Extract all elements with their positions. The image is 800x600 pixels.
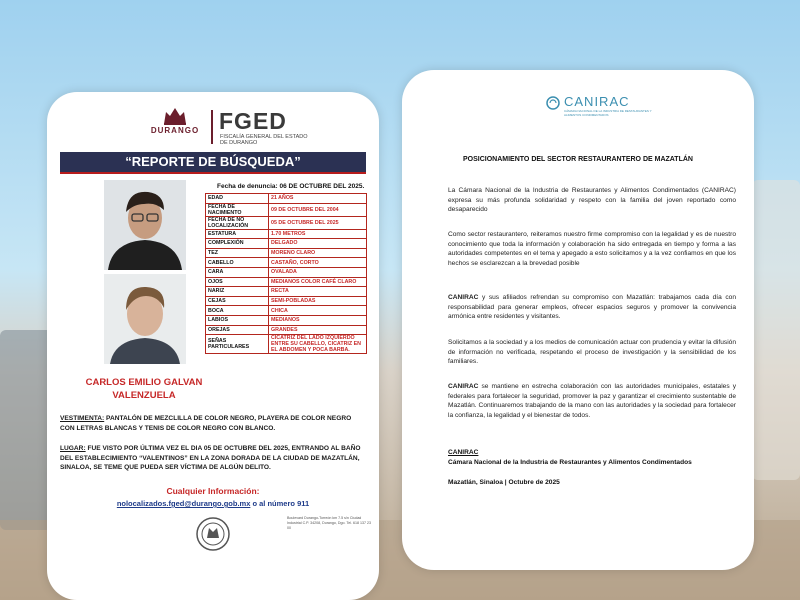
statement-paragraph-3-text: y sus afiliados refrendan su compromiso con Mazatlán: trabajamos cada día con responsabilidad para generar empleos, ofrecer espacios seguros y promover la convivencia armónica entre residentes y visitantes. — [448, 294, 736, 321]
location-description — [60, 444, 366, 473]
signature-org: CANIRAC — [448, 449, 479, 456]
missing-person-poster — [47, 92, 379, 600]
detail-key: CABELLO — [206, 258, 269, 268]
detail-key: TEZ — [206, 248, 269, 258]
detail-row — [206, 335, 367, 354]
detail-value: 05 DE OCTUBRE DEL 2025 — [269, 216, 367, 229]
detail-row — [206, 248, 367, 258]
canirac-emblem-icon — [546, 96, 560, 110]
contact-title: Cualquier Información: — [166, 486, 260, 496]
detail-value: OVALADA — [269, 267, 367, 277]
detail-value: CHICA — [269, 306, 367, 316]
detail-value: SEMI-POBLADAS — [269, 296, 367, 306]
detail-row — [206, 239, 367, 249]
clothing-description — [60, 414, 366, 433]
detail-key: ESTATURA — [206, 229, 269, 239]
detail-key: OJOS — [206, 277, 269, 287]
detail-value: MORENO CLARO — [269, 248, 367, 258]
detail-key: FECHA DE NACIMIENTO — [206, 203, 269, 216]
detail-row — [206, 287, 367, 297]
durango-logo — [145, 106, 205, 135]
statement-paragraph-5 — [448, 382, 736, 420]
detail-value: GRANDES — [269, 325, 367, 335]
person-portrait-icon — [104, 274, 186, 364]
location-label: LUGAR: — [60, 445, 86, 452]
detail-value: CICATRIZ DEL LADO IZQUIERDO ENTRE SU CABELLO, CICATRIZ EN EL ABDOMEN Y POCA BARBA. — [269, 335, 367, 354]
detail-row — [206, 258, 367, 268]
statement-paragraph-1: La Cámara Nacional de la Industria de Restaurantes y Alimentos Condimentados (CANIRAC) expresa su más profunda solidaridad y respeto con la familia del joven reportado como desaparecido — [448, 187, 736, 214]
detail-row — [206, 203, 367, 216]
statement-title: POSICIONAMIENTO DEL SECTOR RESTAURANTERO DE MAZATLÁN — [463, 156, 693, 163]
person-details-table — [205, 193, 367, 354]
person-name-line-2: VALENZUELA — [112, 390, 176, 401]
statement-paragraph-5-text: se mantiene en estrecha colaboración con las autoridades municipales, estatales y federales para fortalecer la seguridad, promover la paz y garantizar el crecimiento sustentable de Mazatlán. Continuaremos trabajando de la mano con las autoridades y la sociedad para fortalecer la confianza, la legalidad y el bienestar de todos. — [448, 383, 736, 419]
durango-logo-text: DURANGO — [150, 126, 200, 135]
statement-paragraph-4: Solicitamos a la sociedad y a los medios de comunicación actuar con prudencia y evitar la difusión de información no verificada, respetando el proceso de investigación y la sensibilidad de los familiares. — [448, 339, 736, 366]
canirac-logo-name: CANIRAC — [564, 94, 630, 109]
statement-paragraph-2: Como sector restaurantero, reiteramos nuestro firme compromiso con la legalidad y es de nuestro conocimiento que toda la información y colaboración ha sido entregada en tiempo y forma a las autoridades competentes en el tema y apegado a esto solicitamos y a la vez confiamos en que los hechos se esclarezcan a la brevedad posible — [448, 231, 736, 267]
fged-logo-group — [145, 106, 355, 146]
statement-paragraph-5-bold: CANIRAC — [448, 383, 479, 390]
detail-value: 21 AÑOS — [269, 194, 367, 204]
office-address: Boulevard Durango-Torreón km 7.5 s/n Ciudad Industrial C.P. 34208, Durango, Dgo. Tel. 618 137 23 00 — [287, 516, 371, 530]
signature-place-date: Mazatlán, Sinaloa | Octubre de 2025 — [448, 479, 560, 486]
detail-key: CEJAS — [206, 296, 269, 306]
detail-key: SEÑAS PARTICULARES — [206, 335, 269, 354]
detail-value: 1.70 METROS — [269, 229, 367, 239]
detail-value: 09 DE OCTUBRE DEL 2004 — [269, 203, 367, 216]
detail-key: COMPLEXIÓN — [206, 239, 269, 249]
detail-row — [206, 194, 367, 204]
person-name-line-1: CARLOS EMILIO GALVAN — [85, 377, 203, 388]
search-report-banner: “REPORTE DE BÚSQUEDA” — [60, 152, 366, 174]
clothing-label: VESTIMENTA: — [60, 415, 105, 422]
canirac-statement — [402, 70, 754, 570]
detail-key: EDAD — [206, 194, 269, 204]
contact-email-link[interactable]: nolocalizados.fged@durango.gob.mx — [116, 499, 251, 508]
detail-row — [206, 296, 367, 306]
detail-key: FECHA DE NO LOCALIZACIÓN — [206, 216, 269, 229]
person-photo-1 — [104, 180, 186, 270]
detail-key: BOCA — [206, 306, 269, 316]
statement-paragraph-3-bold: CANIRAC — [448, 294, 479, 301]
signature-full-name: Cámara Nacional de la Industria de Restaurantes y Alimentos Condimentados — [448, 459, 692, 466]
background-building-right — [752, 180, 800, 480]
contact-line — [47, 499, 379, 508]
statement-paragraph-3 — [448, 293, 736, 322]
logo-divider — [211, 110, 213, 144]
detail-key: NARIZ — [206, 287, 269, 297]
person-portrait-icon — [104, 180, 186, 270]
detail-row — [206, 216, 367, 229]
detail-value: MEDIANOS — [269, 315, 367, 325]
location-text: FUE VISTO POR ÚLTIMA VEZ EL DIA 05 DE OCTUBRE DEL 2025, ENTRANDO AL BAÑO DEL ESTABLECIMIENTO “VALENTINOS” EN LA ZONA DORADA DE LA CIUDAD DE MAZATLÁN, SINALOA, SE TEME QUE PUEDA SER VÍCTIMA DE ALGÚN DELITO. — [60, 445, 361, 471]
person-photo-2 — [104, 274, 186, 364]
durango-crest-icon — [162, 106, 188, 126]
person-name — [59, 376, 229, 402]
detail-value: RECTA — [269, 287, 367, 297]
state-seal-icon — [195, 516, 231, 552]
detail-key: OREJAS — [206, 325, 269, 335]
detail-row — [206, 306, 367, 316]
report-date: Fecha de denuncia: 06 DE OCTUBRE DEL 2025. — [217, 183, 365, 190]
detail-value: MEDIANOS COLOR CAFÉ CLARO — [269, 277, 367, 287]
canirac-logo-tagline: CÁMARA NACIONAL DE LA INDUSTRIA DE RESTAURANTES Y ALIMENTOS CONDIMENTADOS — [564, 109, 652, 117]
detail-key: LABIOS — [206, 315, 269, 325]
fged-logo-title: FGED — [219, 108, 287, 134]
detail-value: CASTAÑO, CORTO — [269, 258, 367, 268]
detail-value: DELGADO — [269, 239, 367, 249]
detail-row — [206, 277, 367, 287]
detail-row — [206, 267, 367, 277]
clothing-text: PANTALÓN DE MEZCLILLA DE COLOR NEGRO, PLAYERA DE COLOR NEGRO CON LETRAS BLANCAS Y TENIS DE COLOR NEGRO CON BLANCO. — [60, 415, 352, 432]
detail-row — [206, 325, 367, 335]
detail-key: CARA — [206, 267, 269, 277]
contact-phone: o al número 911 — [250, 499, 310, 508]
fged-logo-subtitle: FISCALÍA GENERAL DEL ESTADO DE DURANGO — [220, 134, 308, 146]
detail-row — [206, 315, 367, 325]
detail-row — [206, 229, 367, 239]
